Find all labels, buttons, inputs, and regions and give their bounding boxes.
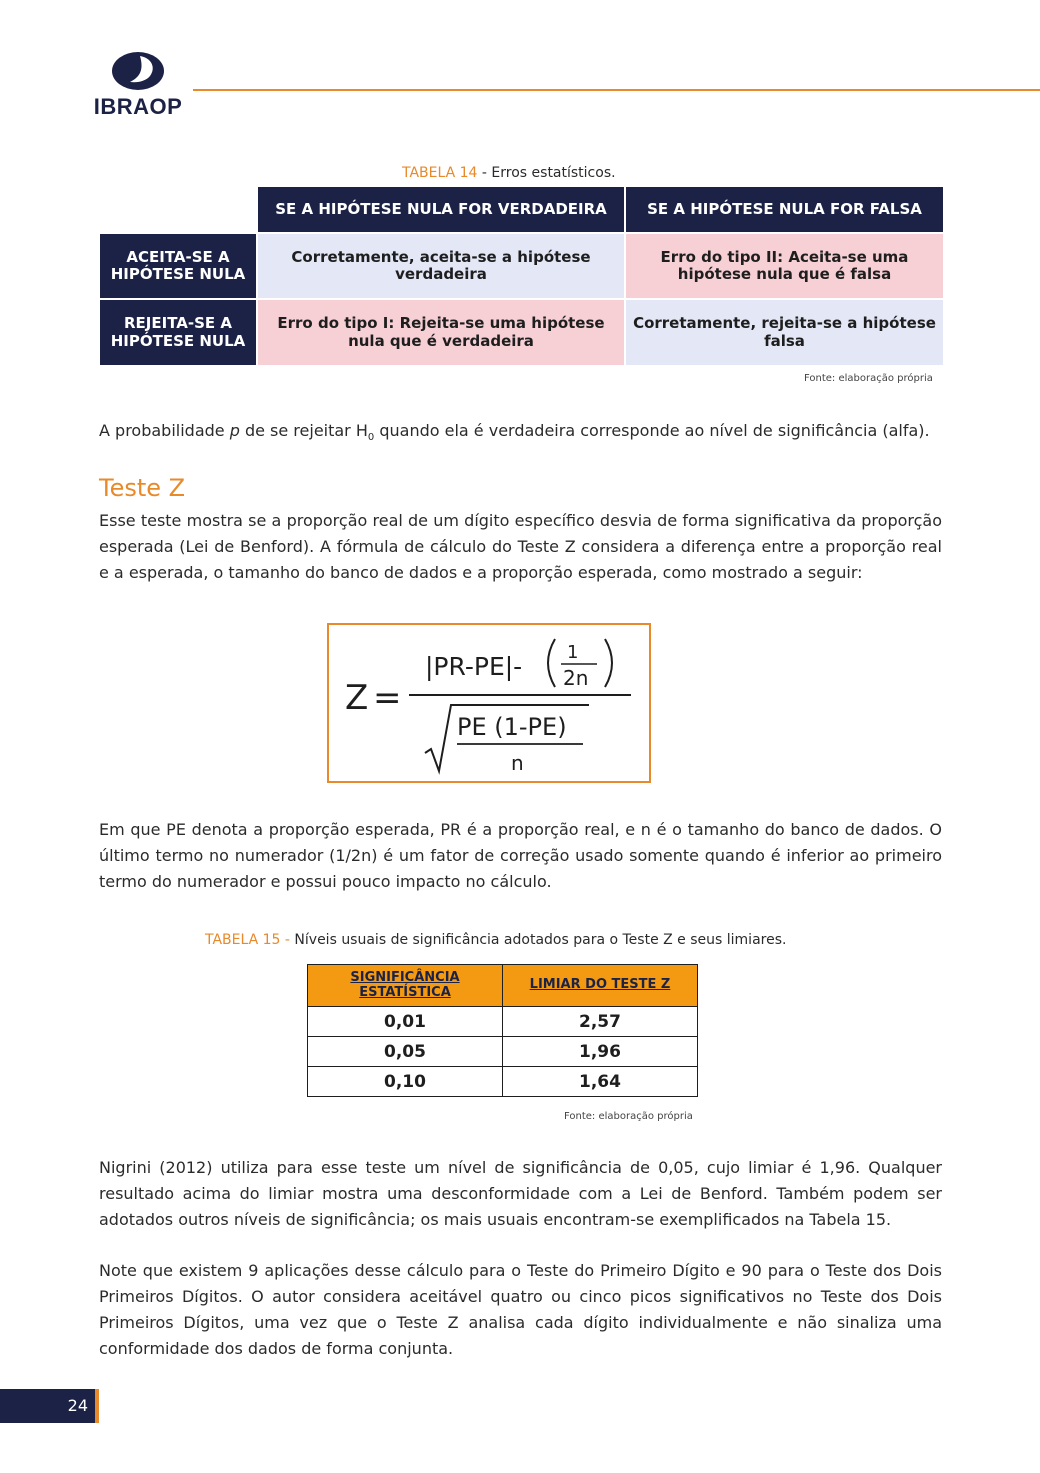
table15-cell: 0,05 xyxy=(308,1037,503,1067)
z-formula xyxy=(329,625,649,781)
table15 xyxy=(307,964,698,1097)
table14-source: Fonte: elaboração própria xyxy=(804,373,933,384)
formula-numerator: |PR-PE|- xyxy=(425,652,523,681)
text-span: quando ela é verdadeira corresponde ao nível de significância (alfa). xyxy=(374,421,930,440)
formula-frac-num: 1 xyxy=(567,642,579,663)
formula-box xyxy=(327,623,651,783)
table-row xyxy=(308,1067,698,1097)
ibraop-logo xyxy=(88,50,188,120)
em-que-paragraph: Em que PE denota a proporção esperada, PR é a proporção real, e n é o tamanho do banco de dados. O último termo no numerador (1/2n) é um fator de correção usado somente quando é inferior ao primeiro termo do numerador e possui pouco impacto no cálculo. xyxy=(99,820,942,891)
table15-source: Fonte: elaboração própria xyxy=(564,1111,693,1122)
probability-paragraph xyxy=(99,418,942,451)
table14-cell: Corretamente, aceita-se a hipótese verdadeira xyxy=(257,233,625,299)
table15-header: SIGNIFICÂNCIA ESTATÍSTICA xyxy=(308,965,503,1007)
table14-caption-text: - Erros estatísticos. xyxy=(477,165,616,181)
table14-corner xyxy=(100,187,257,233)
table15-header: LIMIAR DO TESTE Z xyxy=(503,965,698,1007)
table15-cell: 1,64 xyxy=(503,1067,698,1097)
table14-cell: Corretamente, rejeita-se a hipótese falsa xyxy=(625,299,943,365)
section-heading: Teste Z xyxy=(99,474,186,502)
text-span: de se rejeitar H xyxy=(239,421,368,440)
table15-caption xyxy=(205,932,786,948)
note-paragraph: Note que existem 9 aplicações desse cálculo para o Teste do Primeiro Dígito e 90 para o Teste dos Dois Primeiros Dígitos. O autor considera aceitável quatro ou cinco picos significativos no Teste dos Dois Primeiros Dígitos, uma vez que o Teste Z analisa cada dígito individualmente e não sinaliza uma conformidade dos dados de forma conjunta. xyxy=(99,1261,942,1358)
table14-caption xyxy=(402,165,616,181)
text-span: A probabilidade xyxy=(99,421,230,440)
table14-caption-tag: TABELA 14 xyxy=(402,165,478,181)
header-rule xyxy=(193,89,1040,91)
page-tab-accent xyxy=(95,1389,99,1423)
formula-equals: = xyxy=(373,678,402,718)
table14-cell: Erro do tipo I: Rejeita-se uma hipótese nula que é verdadeira xyxy=(257,299,625,365)
right-paren-icon xyxy=(605,639,612,687)
table-row xyxy=(308,1007,698,1037)
variable-p: p xyxy=(229,421,240,440)
table14-col-header: SE A HIPÓTESE NULA FOR VERDADEIRA xyxy=(257,187,625,233)
teste-z-paragraph: Esse teste mostra se a proporção real de um dígito específico desvia de forma significativa da proporção esperada (Lei de Benford). A fórmula de cálculo do Teste Z considera a diferença entre a proporção real e a esperada, o tamanho do banco de dados e a proporção esperada, como mostrado a seguir: xyxy=(99,511,942,582)
page-number: 24 xyxy=(67,1396,88,1415)
table15-cell: 0,01 xyxy=(308,1007,503,1037)
formula-den-num: PE (1-PE) xyxy=(457,713,567,741)
table15-cell: 2,57 xyxy=(503,1007,698,1037)
formula-frac-den: 2n xyxy=(563,666,589,690)
logo-mark-icon xyxy=(110,50,166,92)
table15-cell: 1,96 xyxy=(503,1037,698,1067)
logo-text: IBRAOP xyxy=(93,94,183,119)
table14-col-header: SE A HIPÓTESE NULA FOR FALSA xyxy=(625,187,943,233)
table15-cell: 0,10 xyxy=(308,1067,503,1097)
table15-caption-tag: TABELA 15 - xyxy=(205,932,290,948)
table15-caption-text: Níveis usuais de significância adotados para o Teste Z e seus limiares. xyxy=(289,932,787,948)
table14 xyxy=(100,187,943,365)
table14-row-header: REJEITA-SE A HIPÓTESE NULA xyxy=(100,299,257,365)
table-row xyxy=(308,1037,698,1067)
formula-lhs: Z xyxy=(345,678,369,718)
left-paren-icon xyxy=(548,639,555,687)
subscript-zero: 0 xyxy=(367,432,375,444)
formula-den-den: n xyxy=(511,751,524,775)
nigrini-paragraph: Nigrini (2012) utiliza para esse teste um nível de significância de 0,05, cujo limiar é 1,96. Qualquer resultado acima do limiar mostra uma desconformidade com a Lei de Benford. Também podem ser adotados outros níveis de significância; os mais usuais encontram-se exemplificados na Tabela 15. xyxy=(99,1158,942,1229)
table14-cell: Erro do tipo II: Aceita-se uma hipótese nula que é falsa xyxy=(625,233,943,299)
table14-row-header: ACEITA-SE A HIPÓTESE NULA xyxy=(100,233,257,299)
